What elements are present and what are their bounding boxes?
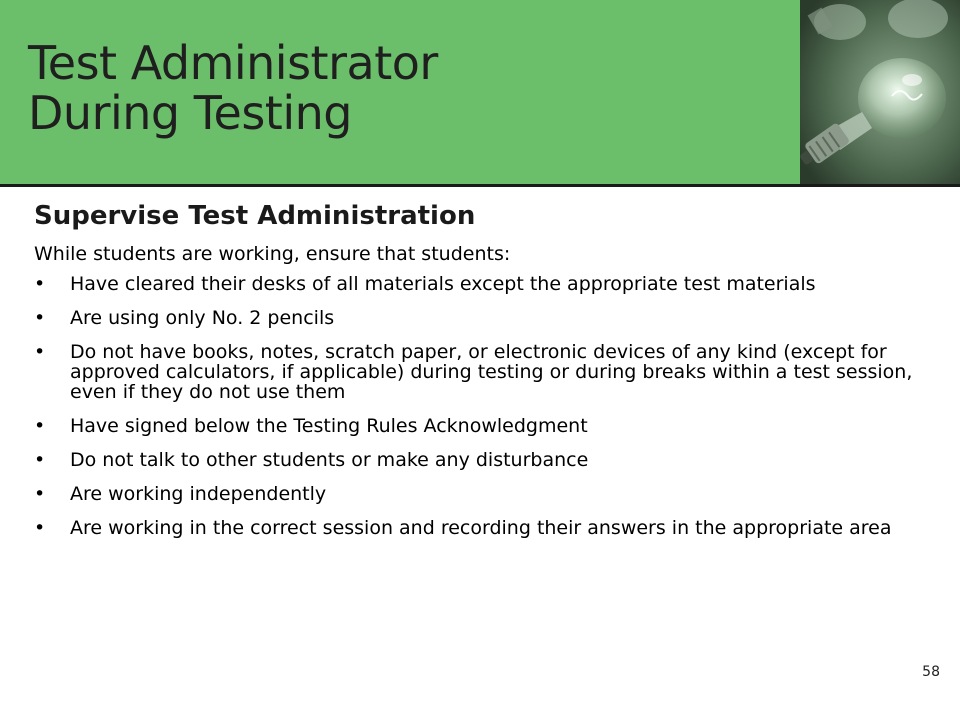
list-item (34, 274, 934, 294)
bullet-icon: • (34, 449, 46, 471)
bullet-icon: • (34, 415, 46, 437)
page-number: 58 (922, 664, 940, 680)
bullet-text: Have cleared their desks of all materials except the appropriate test materials (70, 273, 816, 295)
lightbulb-image (800, 0, 960, 184)
list-item (34, 484, 934, 504)
title-band (0, 0, 800, 184)
bullet-text: Are working in the correct session and recording their answers in the appropriate area (70, 517, 892, 539)
bullet-icon: • (34, 273, 46, 295)
title-divider (0, 184, 960, 187)
bullet-text: Have signed below the Testing Rules Acknowledgment (70, 415, 588, 437)
bullet-text: Do not have books, notes, scratch paper, or electronic devices of any kind (except for approved calculators, if applicable) during testing or during breaks within a test session, even if they do not use them (70, 341, 913, 403)
bullet-text: Are working independently (70, 483, 327, 505)
slide-body (34, 198, 934, 552)
bullet-text: Do not talk to other students or make any disturbance (70, 449, 589, 471)
lightbulb-icon (800, 0, 960, 184)
title-line-2: During Testing (28, 86, 352, 140)
list-item (34, 416, 934, 436)
list-item (34, 518, 934, 538)
list-item (34, 308, 934, 328)
title-line-1: Test Administrator (28, 36, 438, 90)
intro-text: While students are working, ensure that students: (34, 243, 511, 265)
bullet-icon: • (34, 307, 46, 329)
bullet-icon: • (34, 483, 46, 505)
bullet-icon: • (34, 341, 46, 363)
bullet-icon: • (34, 517, 46, 539)
slide-title (28, 38, 438, 138)
list-item (34, 342, 934, 402)
section-heading: Supervise Test Administration (34, 201, 476, 231)
bullet-list (34, 274, 934, 538)
list-item (34, 450, 934, 470)
bullet-text: Are using only No. 2 pencils (70, 307, 335, 329)
